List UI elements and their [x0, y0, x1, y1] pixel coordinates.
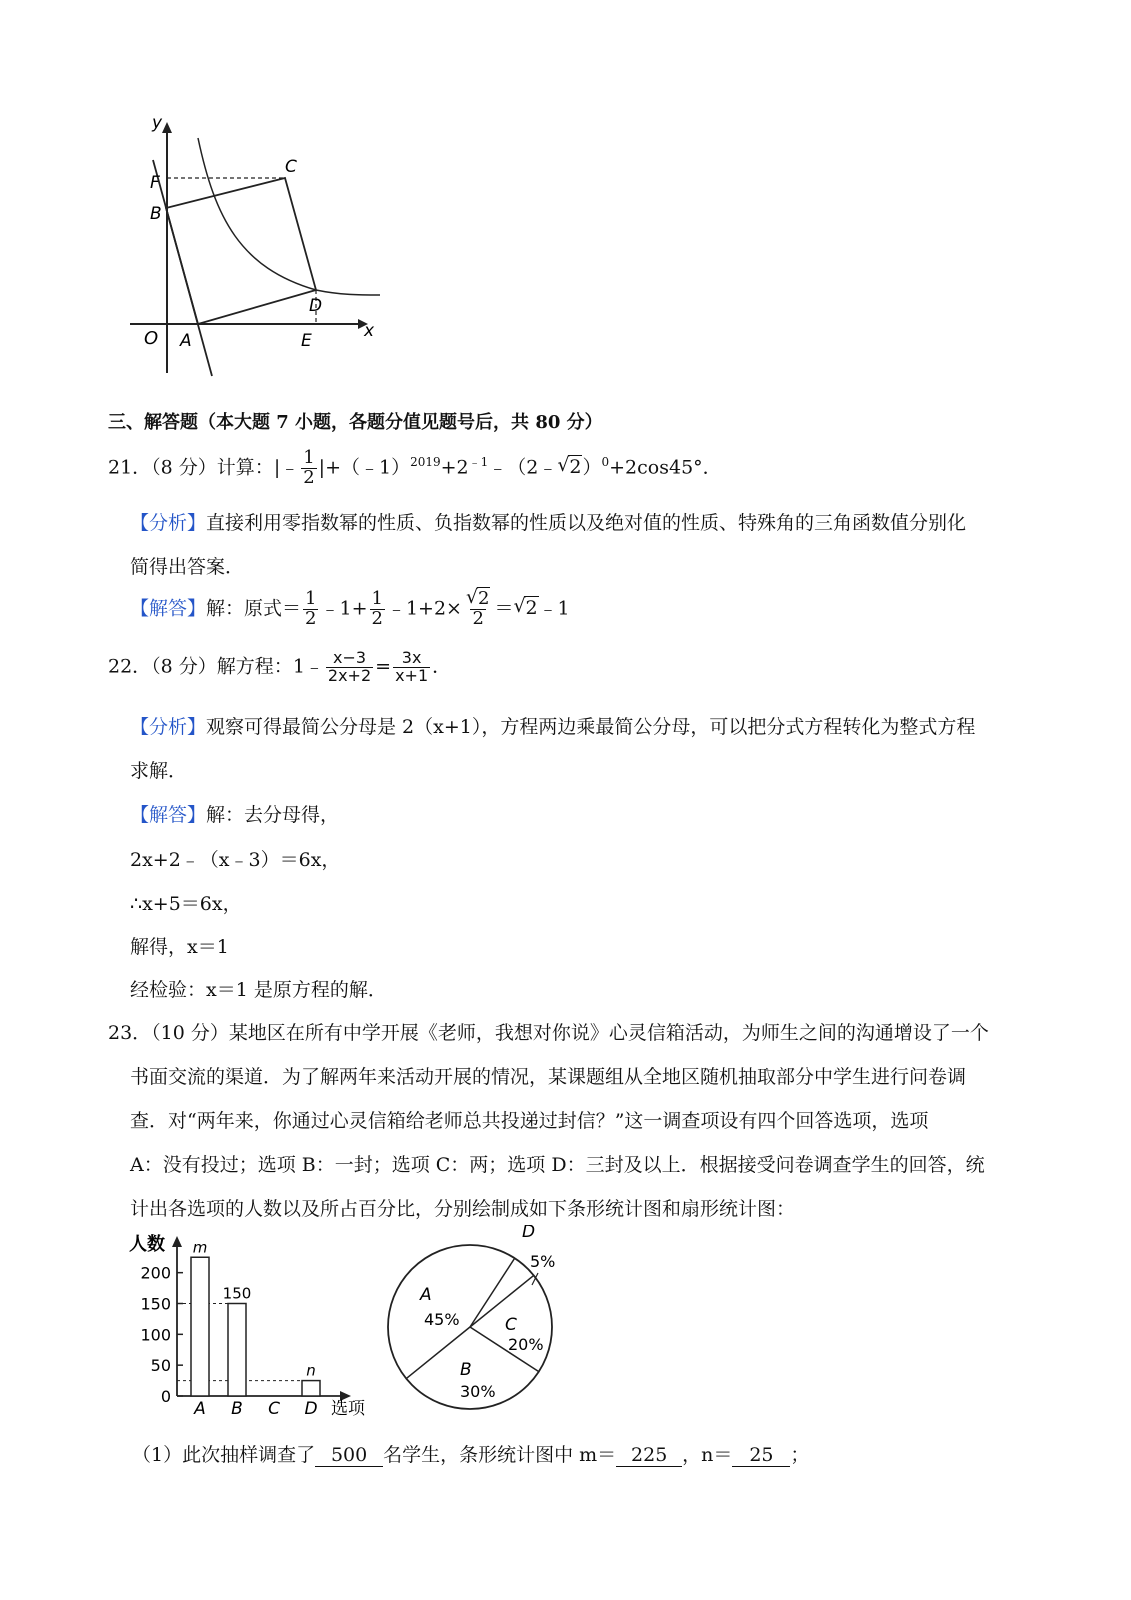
q21-ans-frac1-num: 1 [305, 588, 317, 609]
bar-ytick-label: 0 [160, 1387, 171, 1406]
q21-ans-mid2: ﹣1+2× [386, 597, 462, 620]
q23-sub1-m: 225 [616, 1444, 682, 1467]
q21-answer-tag: 【解答】 [130, 597, 207, 620]
label-f: F [150, 173, 160, 193]
q21-exp-neg1: ﹣1 [468, 455, 489, 470]
pie-pct-C: 20% [508, 1335, 544, 1354]
q23-sub1-n-label: ，n＝ [682, 1444, 733, 1466]
q22-frac1 [326, 650, 373, 685]
q23-sub1-prefix: （1）此次抽样调查了 [132, 1444, 316, 1466]
q22-one: 1﹣ [292, 655, 324, 678]
q21-close: ） [582, 456, 602, 479]
pie-pct-D: 5% [530, 1252, 556, 1271]
square-abcd [166, 178, 316, 324]
q23-line2: 书面交流的渠道．为了解两年来活动开展的情况，某课题组从全地区随机抽取部分中学生进行问卷调 [130, 1066, 967, 1088]
q21-ans-frac3-num: √ 2 [465, 586, 490, 609]
bar-B [228, 1304, 246, 1397]
q22-number: 22．（8 分）解方程： [108, 655, 293, 678]
bar-ytick-label: 150 [140, 1294, 171, 1314]
pie-chart [380, 1225, 580, 1425]
bar-ytick-label: 100 [140, 1325, 171, 1345]
bar-label-D: n [306, 1361, 316, 1380]
label-y: y [152, 113, 163, 133]
q22-frac1-num: x−3 [332, 648, 367, 667]
q22-end: ． [432, 655, 452, 678]
q22-frac2-num: 3x [401, 648, 422, 667]
q21-ans-frac3-sqrt-arg: 2 [477, 588, 490, 609]
q22-analysis-text1: 观察可得最简公分母是 2（x+1），方程两边乘最简公分母，可以把分式方程转化为整式方程 [206, 716, 976, 738]
q21-ans-frac3 [464, 586, 492, 629]
geometry-figure [120, 108, 390, 383]
q21-sqrt: √ 2 [557, 454, 582, 479]
q21-analysis-tag: 【分析】 [130, 512, 207, 534]
bar-A [191, 1257, 209, 1396]
q22-answer [130, 800, 339, 827]
bar-D [302, 1381, 320, 1396]
q22-problem [108, 650, 451, 685]
q23-line4: A：没有投过；选项 B：一封；选项 C：两；选项 D：三封及以上．根据接受问卷调查学生的回答，统 [130, 1154, 985, 1176]
q21-number: 21．（8 分）计算： [108, 456, 274, 479]
q22-step1: 2x+2﹣（x﹣3）＝6x， [130, 849, 341, 871]
bar-chart [125, 1228, 385, 1423]
q23-sub1-end: ； [790, 1444, 810, 1466]
q21-ans-eq: ＝ [494, 597, 514, 620]
bar-xlabel: 选项 [331, 1399, 365, 1419]
q21-ans-frac2-num: 1 [371, 588, 383, 609]
q21-two: +2 [440, 456, 469, 479]
q21-half-den: 2 [303, 466, 315, 488]
q21-problem [108, 449, 722, 488]
q21-analysis-text1: 直接利用零指数幂的性质、负指数幂的性质以及绝对值的性质、特殊角的三角函数值分别化 [206, 512, 967, 534]
q22-answer-tag: 【解答】 [130, 804, 207, 826]
q21-ans-frac1-den: 2 [305, 607, 317, 629]
bar-category-D: D [304, 1399, 318, 1419]
pie-label-B: B [460, 1360, 472, 1380]
q21-exp-zero: 0 [601, 455, 610, 470]
q21-ans-frac1 [303, 590, 318, 629]
q21-abs-prefix: |﹣ [273, 456, 300, 479]
q22-analysis-tag: 【分析】 [130, 716, 207, 738]
q21-analysis-line1 [130, 508, 966, 535]
label-b: B [150, 204, 162, 224]
pie-label-C: C [505, 1315, 517, 1335]
label-x: x [364, 321, 375, 341]
bar-ylabel: 人数 [129, 1234, 165, 1255]
q21-ans-end: ﹣1 [538, 597, 570, 620]
q21-analysis-line2: 简得出答案． [130, 556, 245, 578]
q23-sub1-mid: 名学生，条形统计图中 m＝ [383, 1444, 617, 1466]
q22-frac2-den: x+1 [395, 665, 429, 685]
pie-label-D: D [522, 1225, 536, 1242]
q23-line3: 查．对“两年来，你通过心灵信箱给老师总共投递过封信？”这一调查项设有四个回答选项，选项 [130, 1110, 929, 1132]
q21-answer-prefix: 解：原式＝ [206, 597, 302, 620]
q21-ans-sqrt: √ 2 [513, 595, 538, 620]
pie-pct-B: 30% [460, 1382, 496, 1401]
label-d: D [309, 296, 323, 316]
q22-frac1-den: 2x+2 [327, 665, 372, 685]
q22-answer-line1: 解：去分母得， [206, 804, 340, 826]
bar-ytick-label: 50 [150, 1356, 171, 1376]
q22-step4: 经检验：x＝1 是原方程的解． [130, 979, 387, 1001]
q21-sqrt-arg: 2 [569, 456, 582, 479]
q21-ans-frac3-den: 2 [472, 607, 484, 629]
section-header: 三、解答题（本大题 7 小题，各题分值见题号后，共 80 分） [108, 412, 603, 433]
bar-label-A: m [192, 1238, 208, 1257]
q21-ans-frac2-den: 2 [371, 607, 383, 629]
q22-equals: = [375, 655, 392, 678]
q21-abs-suffix: |+（﹣1） [318, 456, 411, 479]
q21-exp-2019: 2019 [410, 455, 441, 470]
label-a: A [180, 331, 192, 351]
bar-ytick-label: 200 [140, 1263, 171, 1283]
q22-step2: ∴x+5＝6x， [130, 893, 242, 915]
label-o: O [144, 328, 159, 349]
bar-category-B: B [231, 1399, 243, 1419]
label-c: C [285, 157, 297, 177]
q23-line5: 计出各选项的人数以及所占百分比，分别绘制成如下条形统计图和扇形统计图： [130, 1198, 796, 1220]
q21-half-fraction [301, 449, 316, 488]
bar-y-arrow [172, 1236, 182, 1247]
label-e: E [301, 331, 312, 351]
q23-sub1 [132, 1440, 809, 1467]
q21-ans-frac2 [370, 590, 385, 629]
q23-sub1-n: 25 [732, 1444, 790, 1467]
pie-pct-A: 45% [424, 1310, 460, 1329]
bar-label-B: 150 [222, 1284, 252, 1303]
bar-category-A: A [194, 1399, 206, 1419]
q21-half-num: 1 [303, 447, 315, 468]
q21-end: +2cos45°． [609, 456, 722, 479]
q21-ans-mid1: ﹣1+ [320, 597, 368, 620]
y-axis-arrow [162, 122, 172, 133]
q23-sub1-total: 500 [315, 1444, 383, 1467]
q22-analysis-line2: 求解． [130, 760, 188, 782]
q23-line1: 23．（10 分）某地区在所有中学开展《老师，我想对你说》心灵信箱活动，为师生之间的沟通增设了一个 [108, 1022, 989, 1044]
q22-frac2 [393, 650, 430, 685]
q22-step3: 解得，x＝1 [130, 936, 229, 958]
q21-answer [130, 586, 570, 629]
q21-paren: ﹣（2﹣ [488, 456, 558, 479]
pie-label-A: A [420, 1285, 432, 1305]
bar-category-C: C [268, 1399, 280, 1419]
q22-analysis-line1 [130, 712, 975, 739]
q21-ans-sqrt-arg: 2 [525, 597, 538, 620]
